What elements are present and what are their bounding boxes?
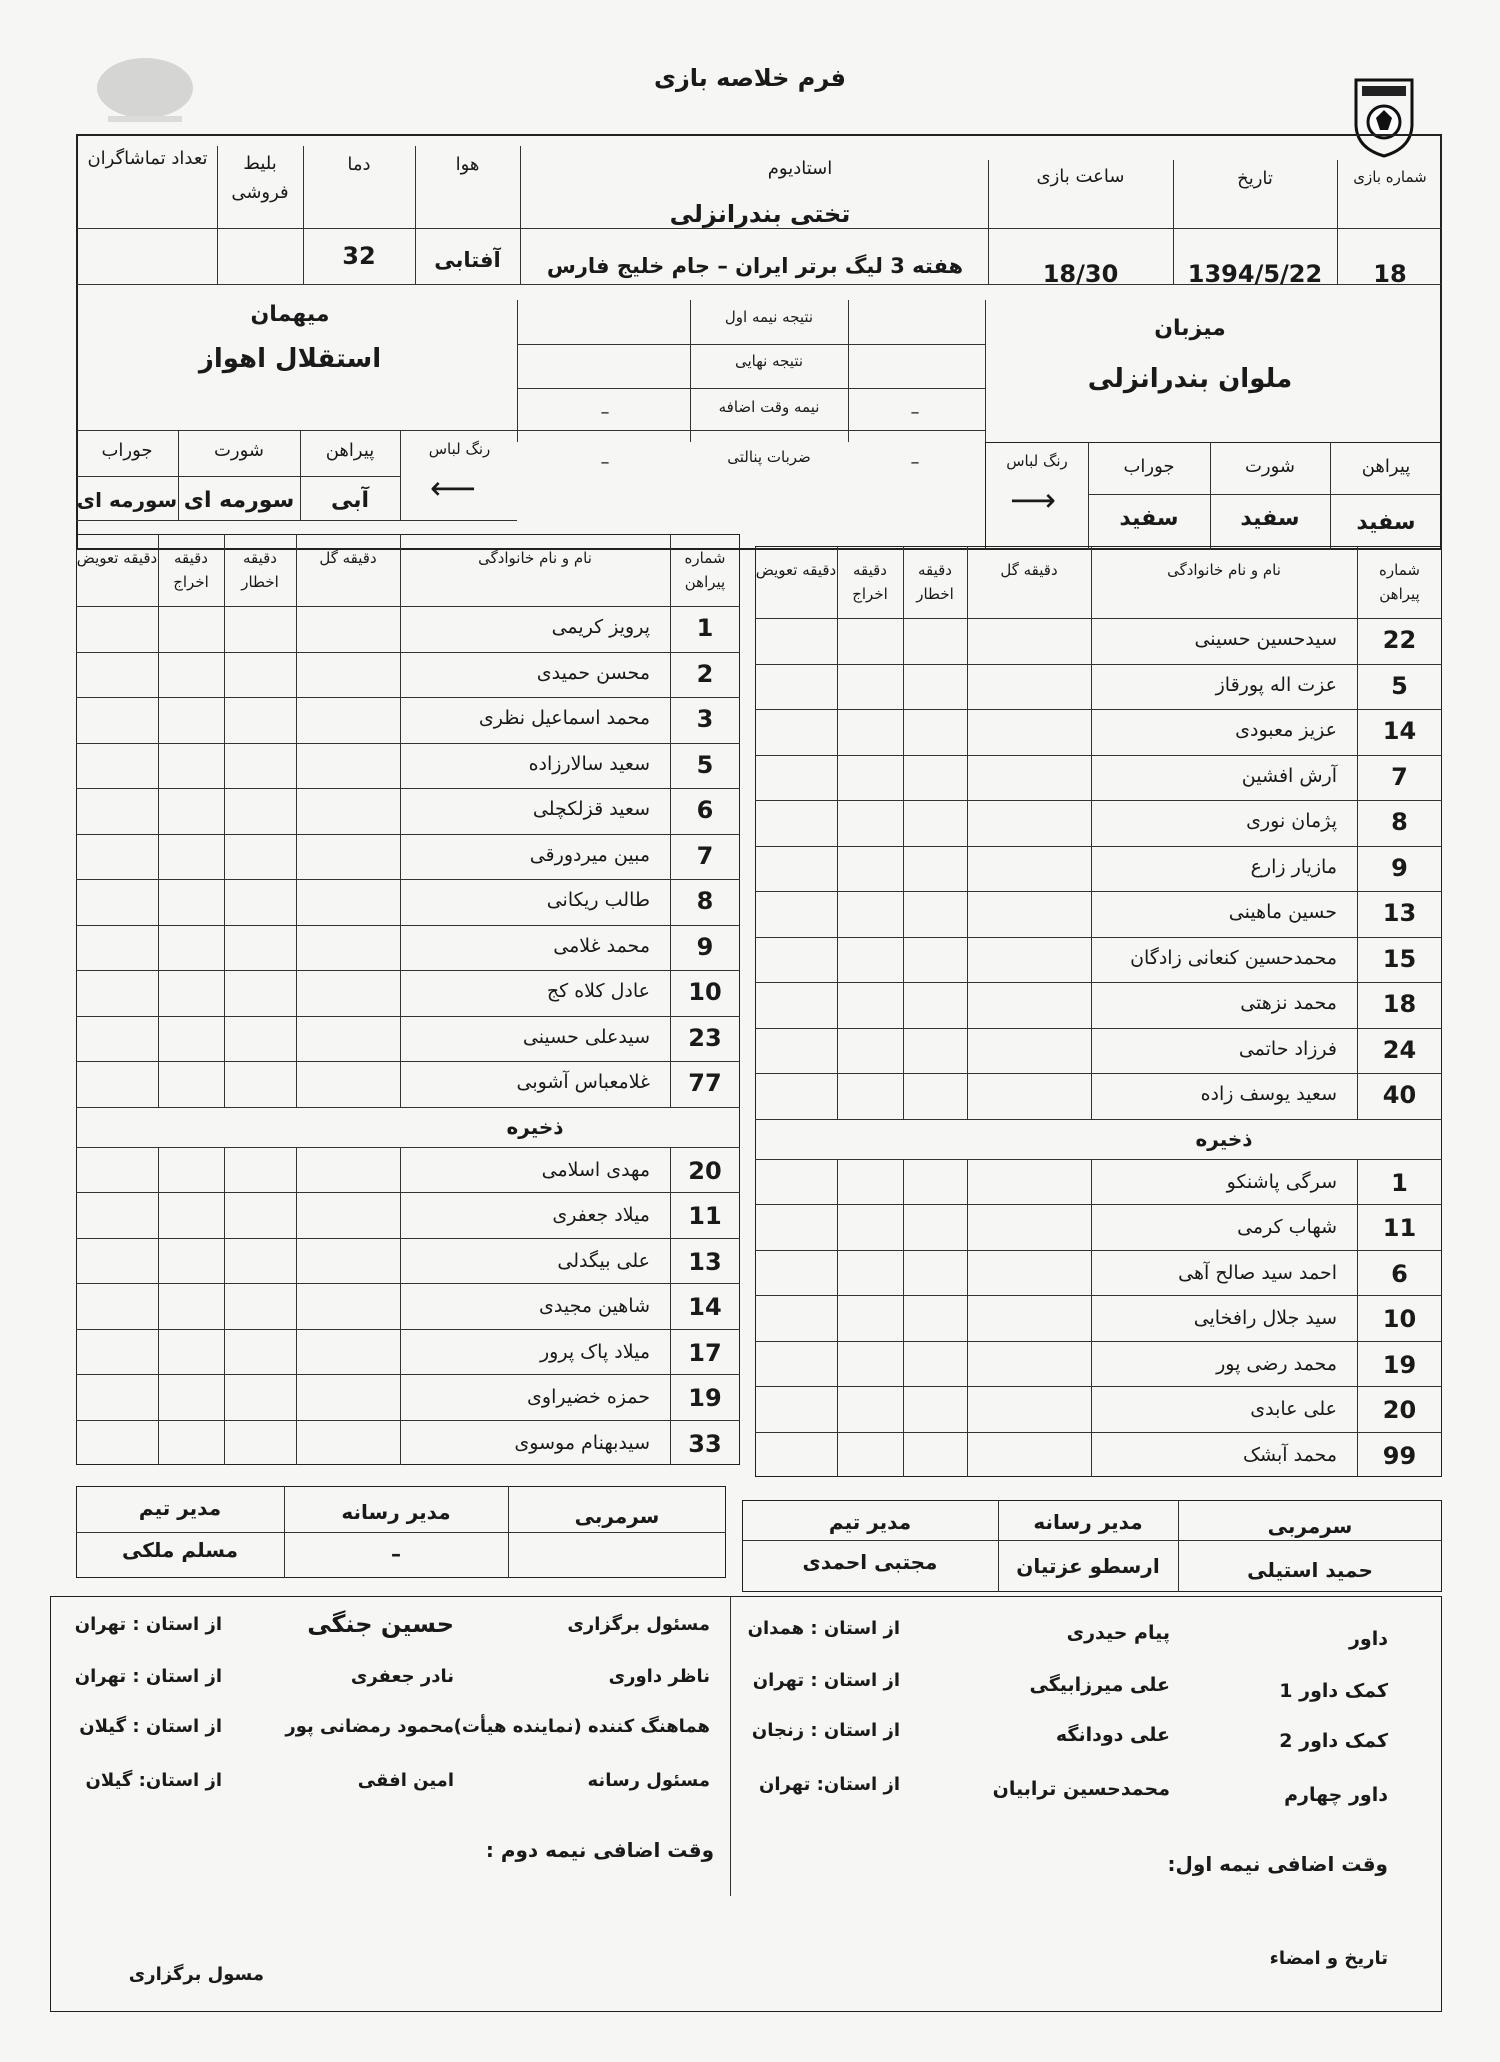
home-header-shirt_no: شماره پیراهن — [1379, 561, 1420, 603]
home-player-name: محمد نزهتی — [1240, 992, 1337, 1014]
home-media: ارسطو عزتیان — [1016, 1554, 1160, 1578]
home-player-number: 14 — [1382, 717, 1417, 745]
home-shirt-label: پیراهن — [1361, 456, 1411, 477]
official-province: از استان : تهران — [74, 1614, 222, 1635]
away-col-line — [400, 534, 401, 1107]
away-player-name: محسن حمیدی — [536, 661, 650, 684]
home-reserve-number: 1 — [1391, 1168, 1408, 1197]
away-header-sub: دقیقه تعویض — [76, 549, 158, 567]
official-name: محمدحسین ترابیان — [992, 1778, 1170, 1800]
home-player-name: حسین ماهینی — [1228, 901, 1337, 923]
away-coach-label: سرمربی — [574, 1504, 660, 1528]
home-res-row-line — [755, 1204, 1442, 1205]
penalties-away: – — [600, 452, 610, 473]
away-reserve-number: 19 — [688, 1384, 722, 1412]
away-reserve-number: 33 — [688, 1429, 722, 1458]
official-name: محمود رمضانی پور — [285, 1716, 454, 1737]
home-row-line — [755, 709, 1442, 710]
away-player-number: 1 — [696, 614, 714, 642]
away-header-goal: دقیقه گل — [319, 549, 377, 567]
label-final: نتیجه نهایی — [734, 352, 804, 370]
official-role: کمک داور 2 — [1279, 1730, 1388, 1752]
label-stadium: استادیوم — [767, 158, 833, 179]
officials-box — [50, 1596, 1442, 2012]
home-player-name: سعید یوسف زاده — [1200, 1083, 1337, 1105]
away-player-number: 6 — [696, 796, 714, 824]
away-player-name: مبین میردورقی — [529, 843, 650, 866]
away-res-col-line — [400, 1147, 401, 1466]
away-res-row-line — [76, 1374, 740, 1375]
official-role: داور — [1348, 1628, 1388, 1650]
home-res-row-line — [755, 1295, 1442, 1296]
home-reserve-name: محمد آبشک — [1243, 1443, 1337, 1466]
home-player-number: 8 — [1391, 808, 1408, 836]
date-value: 1394/5/22 — [1187, 260, 1323, 288]
home-row-line — [755, 755, 1442, 756]
official-role: ناظر داوری — [608, 1666, 710, 1687]
away-manager-label: مدیر تیم — [138, 1496, 222, 1520]
away-label: میهمان — [250, 302, 330, 327]
away-shirt: آبی — [330, 488, 370, 513]
home-col-line — [1091, 546, 1092, 1119]
home-player-number: 18 — [1382, 990, 1417, 1018]
home-coach: حمید استیلی — [1247, 1558, 1373, 1582]
away-col-line — [224, 534, 225, 1107]
away-kit-arrow: ⟵ — [430, 469, 476, 507]
away-col-line — [296, 534, 297, 1107]
home-kit-label: رنگ لباس — [1006, 452, 1068, 470]
home-reserve-number: 99 — [1382, 1441, 1417, 1470]
away-player-name: سیدعلی حسینی — [522, 1025, 650, 1048]
away-manager: مسلم ملکی — [122, 1538, 238, 1562]
stadium-value: تختی بندرانزلی — [669, 200, 851, 228]
away-row-line — [76, 834, 740, 835]
away-shirt-label: پیراهن — [325, 440, 375, 461]
official-province: از استان : زنجان — [751, 1720, 900, 1741]
away-res-row-line — [76, 1329, 740, 1330]
home-player-number: 5 — [1391, 671, 1408, 700]
home-coach-label: سرمربی — [1267, 1514, 1353, 1538]
away-reserve-number: 17 — [688, 1338, 722, 1367]
home-shorts: سفید — [1240, 506, 1300, 531]
away-player-name: سعید قزلکچلی — [532, 798, 650, 820]
away-player-number: 5 — [696, 750, 714, 779]
away-header-name: نام و نام خانوادگی — [478, 549, 592, 567]
away-player-name: سعید سالارزاده — [528, 752, 650, 775]
home-player-name: عزت اله پورقاز — [1215, 673, 1337, 696]
away-player-name: طالب ریکانی — [546, 889, 650, 911]
away-header-sendoff: دقیقه اخراج — [173, 549, 209, 591]
official-name: امین افقی — [357, 1770, 454, 1791]
home-player-name: آرش افشین — [1241, 764, 1337, 787]
official-role: داور چهارم — [1284, 1784, 1388, 1806]
official-province: از استان : تهران — [74, 1666, 222, 1687]
away-reserves-title: ذخیره — [506, 1114, 564, 1139]
home-header-sub: دقیقه تعویض — [755, 561, 837, 579]
temperature-value: 32 — [342, 242, 376, 270]
home-player-name: فرزاد حاتمی — [1238, 1037, 1337, 1060]
home-res-row-line — [755, 1250, 1442, 1251]
home-media-label: مدیر رسانه — [1033, 1510, 1143, 1534]
home-player-number: 15 — [1382, 944, 1417, 973]
away-kit-label: رنگ لباس — [428, 440, 491, 458]
label-extra-time: نیمه وقت اضافه — [718, 398, 820, 416]
official-name: علی دودانگه — [1055, 1724, 1170, 1746]
away-row-line — [76, 652, 740, 653]
home-header-sendoff: دقیقه اخراج — [852, 561, 888, 603]
away-reserve-name: علی بیگدلی — [557, 1249, 650, 1272]
official-role: مسئول برگزاری — [567, 1614, 710, 1635]
home-team-name: ملوان بندرانزلی — [1087, 364, 1293, 394]
home-row-line — [755, 846, 1442, 847]
penalties-home: – — [910, 452, 920, 473]
label-temperature: دما — [347, 154, 371, 175]
away-player-name: پرویز کریمی — [551, 616, 650, 638]
away-reserve-number: 11 — [688, 1202, 722, 1230]
home-res-col-line — [837, 1159, 838, 1478]
official-name: نادر جعفری — [350, 1666, 454, 1687]
away-socks: سورمه ای — [76, 488, 178, 512]
home-reserve-name: سید جلال رافخایی — [1193, 1307, 1337, 1329]
home-player-number: 22 — [1382, 626, 1417, 654]
match-no-value: 18 — [1373, 260, 1407, 288]
away-socks-label: جوراب — [101, 440, 153, 461]
home-reserves-line — [755, 1119, 1442, 1120]
home-player-name: محمدحسین کنعانی زادگان — [1130, 946, 1337, 969]
away-media: – — [391, 1542, 401, 1566]
away-player-number: 23 — [688, 1023, 722, 1052]
away-shorts: سورمه ای — [183, 488, 295, 513]
away-header-shirt_no: شماره پیراهن — [684, 549, 726, 591]
away-row-line — [76, 743, 740, 744]
home-player-name: پژمان نوری — [1246, 810, 1337, 832]
home-res-row-line — [755, 1341, 1442, 1342]
home-player-name: مازیار زارع — [1250, 855, 1337, 878]
label-match-no: شماره بازی — [1353, 168, 1427, 186]
away-reserve-number: 14 — [688, 1293, 722, 1321]
home-header-name: نام و نام خانوادگی — [1167, 561, 1281, 579]
home-res-col-line — [967, 1159, 968, 1478]
date-sign: تاریخ و امضاء — [1269, 1948, 1388, 1969]
label-time: ساعت بازی — [1036, 166, 1125, 187]
official-role: کمک داور 1 — [1279, 1680, 1388, 1702]
away-reserve-number: 20 — [688, 1156, 722, 1185]
label-tickets: بلیط فروشی — [231, 153, 289, 203]
away-header-line — [76, 606, 740, 607]
home-col-line — [903, 546, 904, 1119]
away-res-col-line — [158, 1147, 159, 1466]
home-reserve-number: 10 — [1382, 1305, 1417, 1333]
home-res-col-line — [1091, 1159, 1092, 1478]
home-header-goal: دقیقه گل — [1000, 561, 1058, 579]
away-reserve-name: سیدبهنام موسوی — [514, 1431, 650, 1454]
home-socks: سفید — [1119, 506, 1179, 531]
home-col-line — [837, 546, 838, 1119]
official-province: از استان : تهران — [752, 1670, 900, 1691]
away-row-line — [76, 1061, 740, 1062]
home-row-line — [755, 664, 1442, 665]
home-reserve-name: علی عابدی — [1250, 1398, 1337, 1420]
official-name: حسین جنگی — [307, 1610, 454, 1638]
extra-time-away: – — [600, 402, 610, 423]
home-row-line — [755, 800, 1442, 801]
away-player-number: 10 — [688, 978, 722, 1006]
label-attendance: تعداد تماشاگران — [87, 148, 208, 169]
home-row-line — [755, 1028, 1442, 1029]
home-col-line — [967, 546, 968, 1119]
official-role: هماهنگ کننده (نماینده هیأت) — [453, 1716, 710, 1737]
added-time-second: وقت اضافی نیمه دوم : — [485, 1838, 714, 1862]
home-reserve-name: احمد سید صالح آهی — [1178, 1261, 1337, 1284]
official-name: پیام حیدری — [1066, 1622, 1170, 1644]
official-province: از استان: تهران — [759, 1774, 900, 1795]
label-date: تاریخ — [1237, 168, 1273, 189]
home-header-line — [755, 618, 1442, 619]
official-role: مسئول رسانه — [587, 1770, 710, 1791]
home-reserve-number: 6 — [1391, 1259, 1408, 1288]
home-lineup-table — [755, 546, 1442, 1477]
home-player-number: 13 — [1382, 899, 1417, 927]
away-reserve-name: مهدی اسلامی — [541, 1158, 650, 1181]
home-reserves-title: ذخیره — [1195, 1126, 1253, 1151]
away-media-label: مدیر رسانه — [341, 1500, 451, 1524]
home-header-warning: دقیقه اخطار — [916, 561, 954, 603]
added-time-first: وقت اضافی نیمه اول: — [1167, 1852, 1388, 1876]
home-shirt: سفید — [1356, 510, 1416, 535]
away-row-line — [76, 925, 740, 926]
home-reserve-number: 11 — [1382, 1214, 1417, 1242]
home-player-number: 9 — [1391, 853, 1408, 882]
away-player-number: 2 — [696, 659, 714, 688]
away-player-name: عادل کلاه کج — [546, 980, 650, 1002]
away-reserves-line — [76, 1107, 740, 1108]
official-province: از استان : همدان — [747, 1618, 900, 1639]
away-reserve-name: حمزه خضیراوی — [527, 1386, 650, 1408]
home-player-name: سیدحسین حسینی — [1194, 628, 1337, 650]
label-penalties: ضربات پنالتی — [727, 448, 811, 466]
weather-value: آفتابی — [434, 248, 501, 272]
away-player-name: محمد اسماعیل نظری — [478, 707, 650, 729]
home-player-number: 24 — [1382, 1035, 1417, 1064]
away-player-number: 3 — [696, 705, 714, 733]
away-reserves-head-line — [76, 1147, 740, 1148]
form-title: فرم خلاصه بازی — [653, 64, 847, 92]
extra-time-home: – — [910, 402, 920, 423]
home-reserve-name: شهاب کرمی — [1237, 1216, 1337, 1238]
home-socks-label: جوراب — [1123, 456, 1175, 477]
home-row-line — [755, 1073, 1442, 1074]
away-col-line — [158, 534, 159, 1107]
home-res-row-line — [755, 1386, 1442, 1387]
home-label: میزبان — [1154, 316, 1226, 341]
home-player-number: 7 — [1391, 762, 1408, 791]
home-player-number: 40 — [1382, 1081, 1417, 1109]
time-value: 18/30 — [1042, 260, 1119, 288]
home-reserve-number: 20 — [1382, 1396, 1417, 1424]
away-team-name: استقلال اهواز — [198, 344, 382, 374]
away-reserve-name: میلاد پاک پرور — [540, 1340, 650, 1363]
away-res-row-line — [76, 1283, 740, 1284]
away-player-number: 8 — [696, 887, 714, 915]
away-header-warning: دقیقه اخطار — [241, 549, 279, 591]
home-reserves-head-line — [755, 1159, 1442, 1160]
organizer-sign: مسول برگزاری — [128, 1964, 264, 1985]
home-row-line — [755, 891, 1442, 892]
away-row-line — [76, 970, 740, 971]
away-res-col-line — [224, 1147, 225, 1466]
home-res-row-line — [755, 1432, 1442, 1433]
home-kit-arrow: ⟶ — [1010, 481, 1056, 519]
label-weather: هوا — [455, 154, 480, 175]
home-reserve-name: محمد رضی پور — [1216, 1352, 1337, 1375]
official-province: از استان : گیلان — [79, 1716, 222, 1737]
away-player-number: 7 — [696, 841, 714, 870]
away-player-name: غلامعباس آشوبی — [516, 1071, 650, 1093]
away-player-number: 9 — [696, 932, 714, 961]
away-row-line — [76, 697, 740, 698]
away-res-row-line — [76, 1192, 740, 1193]
away-res-row-line — [76, 1420, 740, 1421]
home-player-name: عزیز معبودی — [1235, 719, 1337, 741]
home-reserve-name: سرگی پاشنکو — [1226, 1170, 1337, 1193]
home-row-line — [755, 937, 1442, 938]
away-player-name: محمد غلامی — [553, 934, 650, 957]
away-shorts-label: شورت — [213, 440, 265, 461]
away-res-col-line — [296, 1147, 297, 1466]
home-manager: مجتبی احمدی — [802, 1550, 938, 1574]
official-province: از استان: گیلان — [85, 1770, 222, 1791]
away-reserve-name: شاهین مجیدی — [539, 1295, 650, 1317]
away-reserve-number: 13 — [688, 1247, 722, 1276]
away-row-line — [76, 788, 740, 789]
home-manager-label: مدیر تیم — [828, 1510, 912, 1534]
official-name: علی میرزابیگی — [1029, 1674, 1170, 1696]
league-logo-watermark — [90, 50, 200, 130]
away-row-line — [76, 1016, 740, 1017]
label-first-half: نتیجه نیمه اول — [724, 308, 814, 326]
competition-value: هفته 3 لیگ برتر ایران – جام خلیج فارس — [546, 254, 964, 278]
home-shorts-label: شورت — [1244, 456, 1296, 477]
home-reserve-number: 19 — [1382, 1350, 1417, 1379]
home-row-line — [755, 982, 1442, 983]
home-res-col-line — [903, 1159, 904, 1478]
away-player-number: 77 — [688, 1069, 722, 1097]
away-row-line — [76, 879, 740, 880]
away-reserve-name: میلاد جعفری — [552, 1204, 650, 1226]
away-res-row-line — [76, 1238, 740, 1239]
